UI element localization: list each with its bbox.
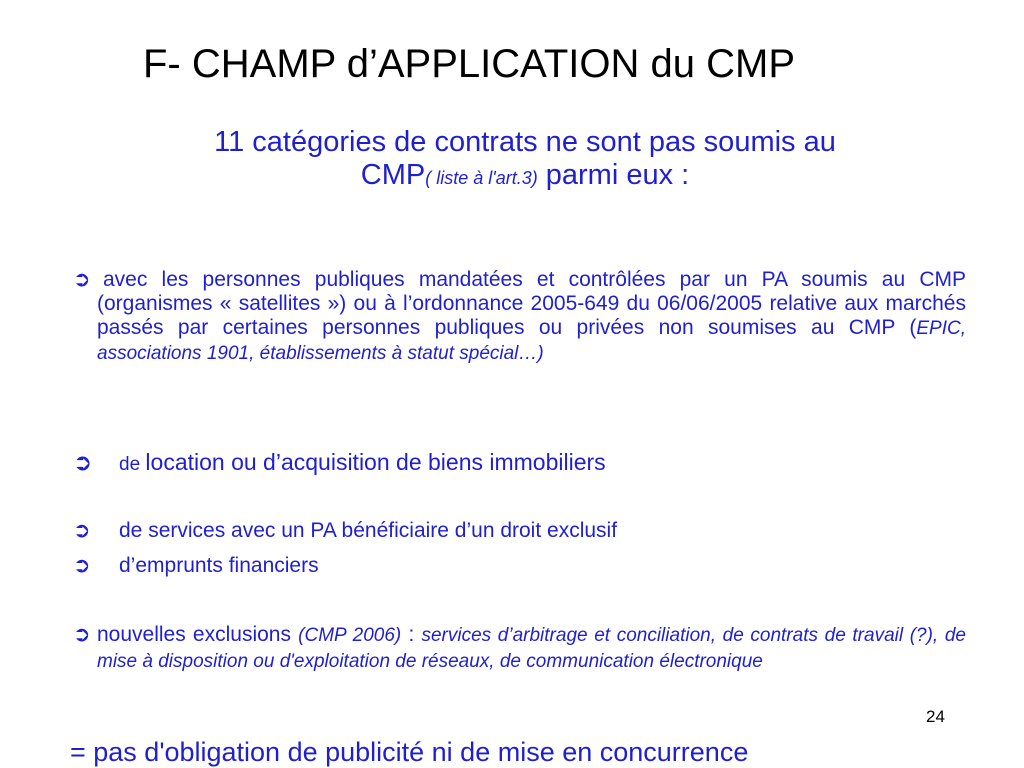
bullet-text	[97, 622, 966, 674]
bullet-item-real-estate	[73, 449, 966, 478]
arrow-bullet-icon: ➲	[73, 268, 91, 291]
slide-subtitle	[100, 126, 950, 195]
bullet-prefix: de	[119, 454, 146, 475]
subtitle-line-1: 11 catégories de contrats ne sont pas soumis au	[214, 126, 836, 158]
bullet-item-financial-loans	[73, 553, 966, 578]
bullet-item-new-exclusions	[73, 622, 966, 674]
subtitle-line-2	[100, 159, 950, 195]
subtitle-cmp: CMP	[360, 159, 426, 191]
bullet-main-text: avec les personnes publiques mandatées et contrôlées par un PA soumis au CMP (organismes « satellites ») ou à l’ordonnance 2005-649 du 06/06/2005 relative aux marchés passés par certaines personnes publiques ou privées non soumises au CMP (	[97, 268, 966, 339]
subtitle-ending: parmi eux :	[537, 159, 690, 191]
page-number: 24	[926, 707, 945, 726]
bullet-colon: :	[401, 623, 422, 646]
bullet-main-text: location ou d’acquisition de biens immobiliers	[145, 449, 606, 475]
bullet-text: d’emprunts financiers	[119, 554, 319, 577]
bullet-text	[97, 268, 966, 366]
bullet-main-text: nouvelles exclusions	[97, 623, 299, 646]
arrow-bullet-icon: ➲	[73, 519, 91, 542]
slide-title: F- CHAMP d’APPLICATION du CMP	[143, 42, 795, 86]
bullet-italic-examples: EPIC, associations 1901, établissements à statut spécial…)	[97, 318, 966, 364]
arrow-bullet-icon: ➲	[73, 449, 93, 475]
bullet-item-mandated-entities	[73, 268, 966, 366]
bullet-italic-exclusions: services d’arbitrage et conciliation, de contrats de travail (?), de mise à disposition ou d'exploitation de réseaux, de communication électronique	[97, 625, 966, 672]
bullet-item-exclusive-right	[73, 518, 966, 543]
subtitle-article-reference: ( liste à l'art.3)	[425, 168, 538, 188]
bullet-cmp-2006: (CMP 2006)	[298, 625, 402, 646]
bullet-text: de services avec un PA bénéficiaire d’un droit exclusif	[119, 519, 618, 542]
slide-conclusion: = pas d'obligation de publicité ni de mise en concurrence	[70, 737, 749, 767]
arrow-bullet-icon: ➲	[73, 623, 91, 646]
bullet-text	[97, 449, 966, 478]
arrow-bullet-icon: ➲	[73, 554, 91, 577]
